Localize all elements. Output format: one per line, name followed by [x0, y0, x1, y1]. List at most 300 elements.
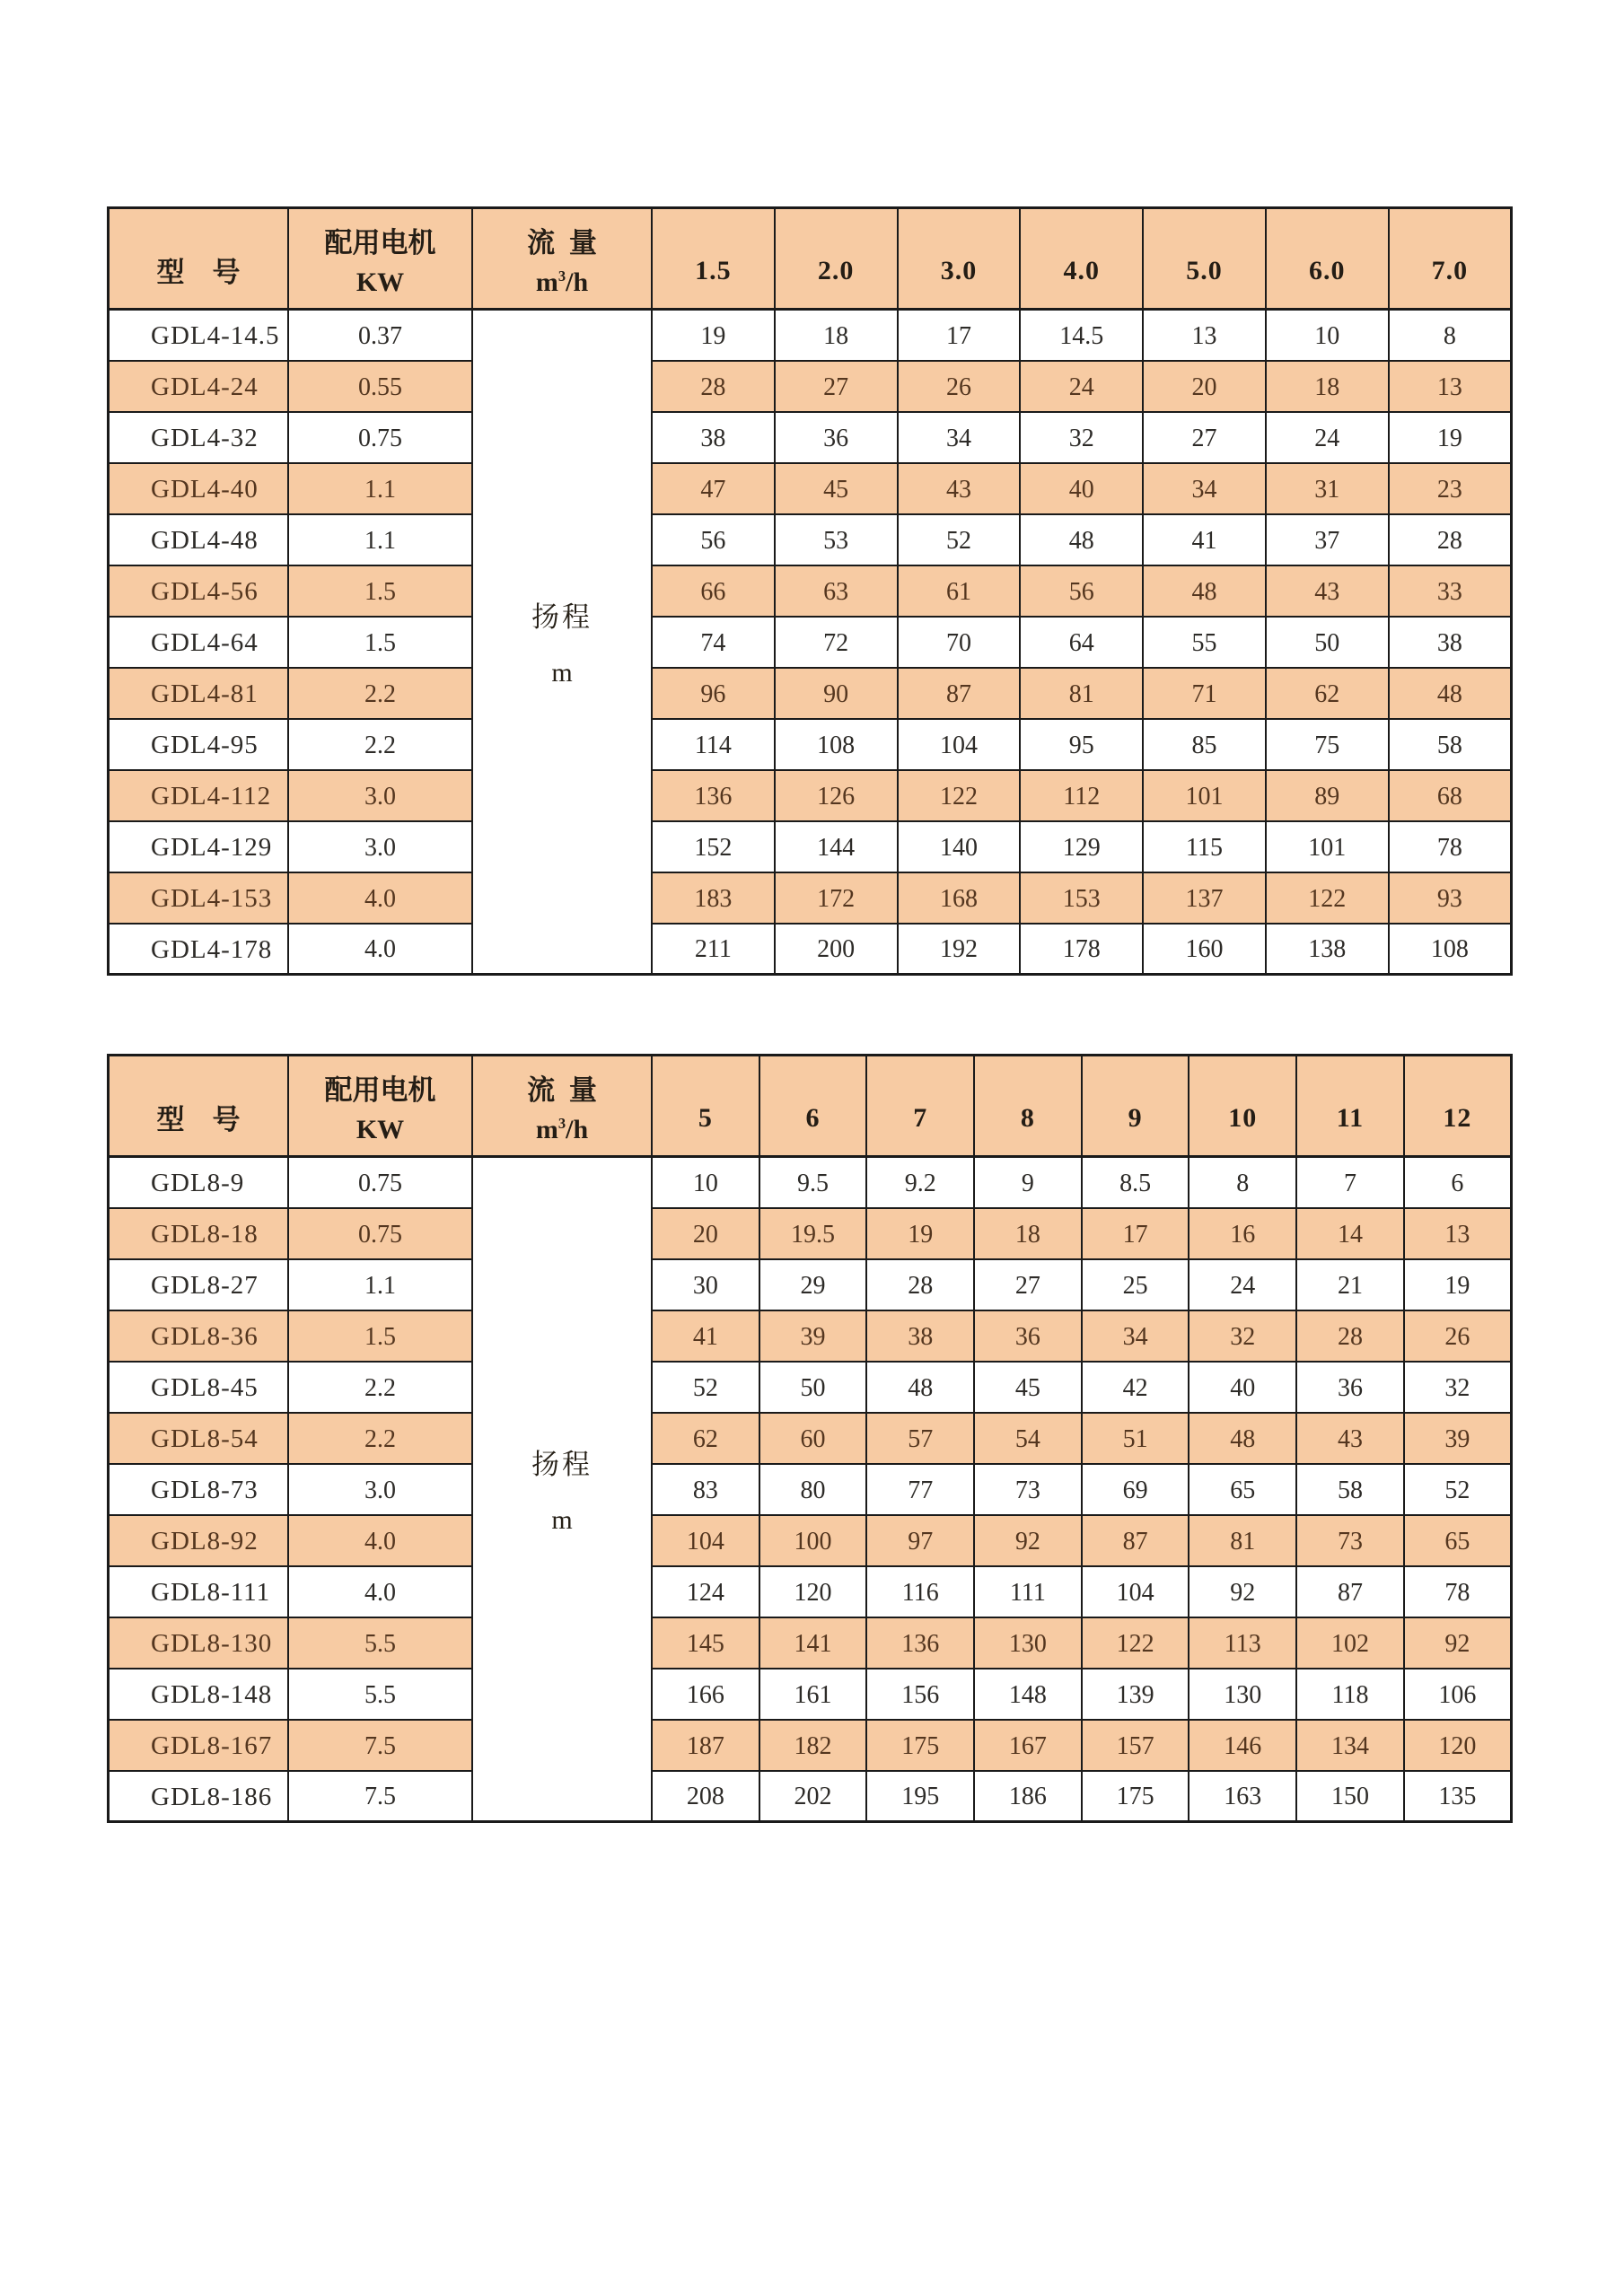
head-value-cell: 120	[759, 1566, 867, 1617]
head-value-cell: 92	[974, 1515, 1082, 1566]
motor-power-cell: 2.2	[288, 1413, 472, 1464]
head-value-cell: 34	[1082, 1310, 1189, 1362]
head-value-cell: 62	[652, 1413, 759, 1464]
table-row	[109, 668, 1512, 719]
head-value-cell: 114	[652, 719, 775, 770]
head-value-cell: 122	[1266, 872, 1389, 924]
motor-power-cell: 7.5	[288, 1771, 472, 1822]
head-value-cell: 39	[759, 1310, 867, 1362]
gdl4-table-body	[109, 310, 1512, 975]
head-value-cell: 42	[1082, 1362, 1189, 1413]
head-value-cell: 50	[1266, 617, 1389, 668]
table-row	[109, 514, 1512, 565]
head-value-cell: 58	[1389, 719, 1512, 770]
head-value-cell: 73	[974, 1464, 1082, 1515]
motor-power-cell: 1.5	[288, 617, 472, 668]
gdl8-table-body	[109, 1157, 1512, 1822]
model-cell: GDL8-54	[109, 1413, 289, 1464]
head-value-cell: 152	[652, 821, 775, 872]
head-value-cell: 63	[775, 565, 898, 617]
head-value-cell: 19	[652, 310, 775, 361]
head-value-cell: 19	[1404, 1259, 1512, 1310]
table-row	[109, 1566, 1512, 1617]
flow-header-cell	[472, 208, 652, 310]
head-value-cell: 87	[1082, 1515, 1189, 1566]
head-value-cell: 60	[759, 1413, 867, 1464]
head-value-cell: 112	[1020, 770, 1143, 821]
head-value-cell: 14	[1296, 1208, 1404, 1259]
head-value-cell: 108	[1389, 924, 1512, 975]
model-header-cell: 型 号	[109, 208, 289, 310]
head-value-cell: 21	[1296, 1259, 1404, 1310]
motor-power-cell: 5.5	[288, 1669, 472, 1720]
head-value-cell: 64	[1020, 617, 1143, 668]
head-value-cell: 136	[866, 1617, 974, 1669]
head-value-cell: 126	[775, 770, 898, 821]
head-value-cell: 85	[1143, 719, 1266, 770]
head-value-cell: 77	[866, 1464, 974, 1515]
head-value-cell: 141	[759, 1617, 867, 1669]
head-value-cell: 31	[1266, 463, 1389, 514]
table-row	[109, 1362, 1512, 1413]
head-value-cell: 52	[1404, 1464, 1512, 1515]
table-row	[109, 872, 1512, 924]
head-value-cell: 55	[1143, 617, 1266, 668]
head-value-cell: 95	[1020, 719, 1143, 770]
head-value-cell: 148	[974, 1669, 1082, 1720]
flow-unit: $m^3/h$	[535, 1114, 589, 1144]
flow-rate-header-cell: 9	[1082, 1056, 1189, 1157]
flow-rate-header-cell: 6	[759, 1056, 867, 1157]
motor-power-cell: 1.1	[288, 514, 472, 565]
model-cell: GDL4-129	[109, 821, 289, 872]
model-cell: GDL8-9	[109, 1157, 289, 1208]
head-value-cell: 100	[759, 1515, 867, 1566]
flow-header-line1: 流 量	[527, 226, 597, 259]
motor-header-line2: KW	[356, 267, 405, 297]
head-value-cell: 192	[898, 924, 1021, 975]
head-value-cell: 6	[1404, 1157, 1512, 1208]
head-value-cell: 90	[775, 668, 898, 719]
table-row	[109, 1310, 1512, 1362]
head-value-cell: 102	[1296, 1617, 1404, 1669]
head-value-cell: 36	[1296, 1362, 1404, 1413]
motor-power-header-cell	[288, 208, 472, 310]
head-value-cell: 96	[652, 668, 775, 719]
head-value-cell: 65	[1404, 1515, 1512, 1566]
model-cell: GDL8-92	[109, 1515, 289, 1566]
flow-rate-header-cell: 11	[1296, 1056, 1404, 1157]
head-value-cell: 74	[652, 617, 775, 668]
head-value-cell: 23	[1389, 463, 1512, 514]
head-value-cell: 61	[898, 565, 1021, 617]
model-cell: GDL4-48	[109, 514, 289, 565]
head-value-cell: 27	[775, 361, 898, 412]
model-cell: GDL8-73	[109, 1464, 289, 1515]
motor-power-cell: 0.75	[288, 1157, 472, 1208]
head-value-cell: 57	[866, 1413, 974, 1464]
head-value-cell: 16	[1189, 1208, 1296, 1259]
model-cell: GDL4-81	[109, 668, 289, 719]
head-value-cell: 175	[1082, 1771, 1189, 1822]
motor-power-header-cell	[288, 1056, 472, 1157]
model-cell: GDL8-130	[109, 1617, 289, 1669]
head-value-cell: 50	[759, 1362, 867, 1413]
head-value-cell: 39	[1404, 1413, 1512, 1464]
motor-power-cell: 2.2	[288, 719, 472, 770]
head-value-cell: 48	[1389, 668, 1512, 719]
motor-power-cell: 4.0	[288, 924, 472, 975]
head-value-cell: 48	[1189, 1413, 1296, 1464]
head-value-cell: 113	[1189, 1617, 1296, 1669]
motor-header-line1: 配用电机	[324, 226, 436, 259]
flow-rate-header-cell: 12	[1404, 1056, 1512, 1157]
head-value-cell: 138	[1266, 924, 1389, 975]
model-cell: GDL8-148	[109, 1669, 289, 1720]
head-value-cell: 81	[1020, 668, 1143, 719]
flow-rate-header-cell: 2.0	[775, 208, 898, 310]
head-unit-merged-cell: 扬程 m	[472, 310, 652, 975]
head-value-cell: 10	[1266, 310, 1389, 361]
head-value-cell: 7	[1296, 1157, 1404, 1208]
head-value-cell: 153	[1020, 872, 1143, 924]
head-value-cell: 211	[652, 924, 775, 975]
head-value-cell: 136	[652, 770, 775, 821]
gdl8-pump-table	[107, 1054, 1513, 1823]
model-cell: GDL8-167	[109, 1720, 289, 1771]
head-value-cell: 38	[866, 1310, 974, 1362]
header-row	[109, 208, 1512, 310]
head-value-cell: 87	[898, 668, 1021, 719]
head-value-cell: 104	[652, 1515, 759, 1566]
head-value-cell: 137	[1143, 872, 1266, 924]
model-cell: GDL8-36	[109, 1310, 289, 1362]
flow-rate-header-cell: 6.0	[1266, 208, 1389, 310]
model-cell: GDL4-14.5	[109, 310, 289, 361]
head-value-cell: 13	[1389, 361, 1512, 412]
motor-power-cell: 7.5	[288, 1720, 472, 1771]
head-value-cell: 28	[652, 361, 775, 412]
model-cell: GDL8-45	[109, 1362, 289, 1413]
head-value-cell: 18	[1266, 361, 1389, 412]
head-value-cell: 78	[1389, 821, 1512, 872]
head-value-cell: 8	[1389, 310, 1512, 361]
flow-rate-header-cell: 1.5	[652, 208, 775, 310]
model-header-cell: 型 号	[109, 1056, 289, 1157]
head-value-cell: 19.5	[759, 1208, 867, 1259]
model-cell: GDL8-18	[109, 1208, 289, 1259]
head-value-cell: 97	[866, 1515, 974, 1566]
head-value-cell: 182	[759, 1720, 867, 1771]
motor-power-cell: 1.1	[288, 463, 472, 514]
motor-power-cell: 4.0	[288, 1515, 472, 1566]
model-cell: GDL4-153	[109, 872, 289, 924]
flow-header-line1: 流 量	[527, 1074, 597, 1106]
head-value-cell: 24	[1266, 412, 1389, 463]
head-value-cell: 13	[1143, 310, 1266, 361]
head-value-cell: 8.5	[1082, 1157, 1189, 1208]
head-value-cell: 10	[652, 1157, 759, 1208]
head-value-cell: 38	[1389, 617, 1512, 668]
head-unit-merged-cell: 扬程 m	[472, 1157, 652, 1822]
head-value-cell: 13	[1404, 1208, 1512, 1259]
head-value-cell: 208	[652, 1771, 759, 1822]
head-value-cell: 68	[1389, 770, 1512, 821]
head-value-cell: 122	[1082, 1617, 1189, 1669]
head-value-cell: 106	[1404, 1669, 1512, 1720]
head-value-cell: 139	[1082, 1669, 1189, 1720]
motor-power-cell: 1.1	[288, 1259, 472, 1310]
table-row	[109, 770, 1512, 821]
flow-rate-header-cell: 4.0	[1020, 208, 1143, 310]
head-value-cell: 200	[775, 924, 898, 975]
head-value-cell: 101	[1143, 770, 1266, 821]
head-value-cell: 150	[1296, 1771, 1404, 1822]
table-row	[109, 1771, 1512, 1822]
head-value-cell: 48	[1143, 565, 1266, 617]
head-value-cell: 33	[1389, 565, 1512, 617]
head-value-cell: 17	[1082, 1208, 1189, 1259]
head-value-cell: 160	[1143, 924, 1266, 975]
head-value-cell: 26	[1404, 1310, 1512, 1362]
flow-rate-header-cell: 8	[974, 1056, 1082, 1157]
head-value-cell: 36	[775, 412, 898, 463]
head-value-cell: 75	[1266, 719, 1389, 770]
flow-unit: $m^3/h$	[535, 267, 589, 297]
gdl8-spec-table	[107, 1054, 1513, 1823]
head-value-cell: 134	[1296, 1720, 1404, 1771]
table-row	[109, 1464, 1512, 1515]
table-row	[109, 412, 1512, 463]
head-value-cell: 28	[1296, 1310, 1404, 1362]
head-value-cell: 183	[652, 872, 775, 924]
table-row	[109, 1208, 1512, 1259]
head-value-cell: 145	[652, 1617, 759, 1669]
head-value-cell: 18	[974, 1208, 1082, 1259]
flow-rate-header-cell: 5	[652, 1056, 759, 1157]
head-value-cell: 40	[1189, 1362, 1296, 1413]
head-value-cell: 45	[775, 463, 898, 514]
head-value-cell: 166	[652, 1669, 759, 1720]
head-value-cell: 115	[1143, 821, 1266, 872]
head-value-cell: 48	[1020, 514, 1143, 565]
model-cell: GDL8-111	[109, 1566, 289, 1617]
motor-power-cell: 0.75	[288, 1208, 472, 1259]
table-row	[109, 463, 1512, 514]
model-cell: GDL8-186	[109, 1771, 289, 1822]
head-value-cell: 65	[1189, 1464, 1296, 1515]
head-value-cell: 72	[775, 617, 898, 668]
head-value-cell: 41	[652, 1310, 759, 1362]
gdl4-table-header	[109, 208, 1512, 310]
head-value-cell: 52	[898, 514, 1021, 565]
motor-header-line2: KW	[356, 1114, 405, 1144]
model-cell: GDL4-24	[109, 361, 289, 412]
motor-power-cell: 5.5	[288, 1617, 472, 1669]
head-value-cell: 52	[652, 1362, 759, 1413]
table-row	[109, 1157, 1512, 1208]
flow-rate-header-cell: 5.0	[1143, 208, 1266, 310]
head-value-cell: 56	[1020, 565, 1143, 617]
model-cell: GDL4-32	[109, 412, 289, 463]
head-value-cell: 135	[1404, 1771, 1512, 1822]
model-cell: GDL8-27	[109, 1259, 289, 1310]
head-value-cell: 89	[1266, 770, 1389, 821]
motor-header-line1: 配用电机	[324, 1074, 436, 1106]
head-value-cell: 30	[652, 1259, 759, 1310]
head-value-cell: 18	[775, 310, 898, 361]
head-value-cell: 8	[1189, 1157, 1296, 1208]
flow-header-cell	[472, 1056, 652, 1157]
head-value-cell: 186	[974, 1771, 1082, 1822]
gdl8-table-header	[109, 1056, 1512, 1157]
head-value-cell: 62	[1266, 668, 1389, 719]
head-value-cell: 54	[974, 1413, 1082, 1464]
head-value-cell: 187	[652, 1720, 759, 1771]
flow-rate-header-cell: 7	[866, 1056, 974, 1157]
head-value-cell: 87	[1296, 1566, 1404, 1617]
head-value-cell: 26	[898, 361, 1021, 412]
head-value-cell: 163	[1189, 1771, 1296, 1822]
head-value-cell: 116	[866, 1566, 974, 1617]
table-row	[109, 924, 1512, 975]
head-value-cell: 92	[1404, 1617, 1512, 1669]
head-value-cell: 9.2	[866, 1157, 974, 1208]
head-value-cell: 83	[652, 1464, 759, 1515]
motor-power-cell: 3.0	[288, 821, 472, 872]
head-value-cell: 32	[1020, 412, 1143, 463]
head-value-cell: 32	[1404, 1362, 1512, 1413]
head-value-cell: 156	[866, 1669, 974, 1720]
flow-rate-header-cell: 7.0	[1389, 208, 1512, 310]
gdl4-spec-table	[107, 206, 1513, 976]
model-cell: GDL4-178	[109, 924, 289, 975]
motor-power-cell: 0.75	[288, 412, 472, 463]
head-value-cell: 108	[775, 719, 898, 770]
table-row	[109, 1617, 1512, 1669]
head-value-cell: 43	[1296, 1413, 1404, 1464]
head-value-cell: 104	[1082, 1566, 1189, 1617]
table-row	[109, 310, 1512, 361]
table-row	[109, 1720, 1512, 1771]
head-value-cell: 24	[1189, 1259, 1296, 1310]
head-value-cell: 48	[866, 1362, 974, 1413]
head-value-cell: 28	[866, 1259, 974, 1310]
head-value-cell: 43	[898, 463, 1021, 514]
head-value-cell: 101	[1266, 821, 1389, 872]
head-value-cell: 19	[1389, 412, 1512, 463]
head-value-cell: 195	[866, 1771, 974, 1822]
head-value-cell: 27	[974, 1259, 1082, 1310]
model-cell: GDL4-64	[109, 617, 289, 668]
head-value-cell: 146	[1189, 1720, 1296, 1771]
model-cell: GDL4-95	[109, 719, 289, 770]
table-row	[109, 1669, 1512, 1720]
head-value-cell: 124	[652, 1566, 759, 1617]
head-value-cell: 14.5	[1020, 310, 1143, 361]
motor-power-cell: 1.5	[288, 565, 472, 617]
head-value-cell: 73	[1296, 1515, 1404, 1566]
table-row	[109, 361, 1512, 412]
motor-power-cell: 0.37	[288, 310, 472, 361]
head-value-cell: 32	[1189, 1310, 1296, 1362]
motor-power-cell: 2.2	[288, 1362, 472, 1413]
motor-power-cell: 0.55	[288, 361, 472, 412]
flow-rate-header-cell: 3.0	[898, 208, 1021, 310]
head-value-cell: 27	[1143, 412, 1266, 463]
table-row	[109, 719, 1512, 770]
table-row	[109, 565, 1512, 617]
head-value-cell: 66	[652, 565, 775, 617]
head-value-cell: 129	[1020, 821, 1143, 872]
head-value-cell: 178	[1020, 924, 1143, 975]
table-row	[109, 1259, 1512, 1310]
motor-power-cell: 3.0	[288, 1464, 472, 1515]
head-value-cell: 140	[898, 821, 1021, 872]
head-value-cell: 9.5	[759, 1157, 867, 1208]
head-value-cell: 81	[1189, 1515, 1296, 1566]
table-row	[109, 1515, 1512, 1566]
head-value-cell: 78	[1404, 1566, 1512, 1617]
head-value-cell: 104	[898, 719, 1021, 770]
model-cell: GDL4-112	[109, 770, 289, 821]
head-value-cell: 36	[974, 1310, 1082, 1362]
head-value-cell: 71	[1143, 668, 1266, 719]
head-value-cell: 51	[1082, 1413, 1189, 1464]
head-value-cell: 40	[1020, 463, 1143, 514]
head-value-cell: 175	[866, 1720, 974, 1771]
head-value-cell: 29	[759, 1259, 867, 1310]
motor-power-cell: 4.0	[288, 1566, 472, 1617]
gdl4-pump-table	[107, 206, 1513, 976]
head-value-cell: 130	[1189, 1669, 1296, 1720]
head-value-cell: 80	[759, 1464, 867, 1515]
head-value-cell: 19	[866, 1208, 974, 1259]
table-row	[109, 821, 1512, 872]
model-cell: GDL4-40	[109, 463, 289, 514]
head-value-cell: 20	[652, 1208, 759, 1259]
head-value-cell: 37	[1266, 514, 1389, 565]
head-value-cell: 202	[759, 1771, 867, 1822]
head-value-cell: 53	[775, 514, 898, 565]
head-value-cell: 92	[1189, 1566, 1296, 1617]
head-value-cell: 47	[652, 463, 775, 514]
head-value-cell: 122	[898, 770, 1021, 821]
head-value-cell: 130	[974, 1617, 1082, 1669]
header-row	[109, 1056, 1512, 1157]
head-value-cell: 20	[1143, 361, 1266, 412]
head-value-cell: 111	[974, 1566, 1082, 1617]
head-value-cell: 38	[652, 412, 775, 463]
motor-power-cell: 2.2	[288, 668, 472, 719]
head-value-cell: 34	[898, 412, 1021, 463]
head-value-cell: 17	[898, 310, 1021, 361]
head-value-cell: 120	[1404, 1720, 1512, 1771]
head-value-cell: 70	[898, 617, 1021, 668]
head-value-cell: 167	[974, 1720, 1082, 1771]
flow-rate-header-cell: 10	[1189, 1056, 1296, 1157]
head-value-cell: 168	[898, 872, 1021, 924]
motor-power-cell: 3.0	[288, 770, 472, 821]
head-value-cell: 93	[1389, 872, 1512, 924]
head-value-cell: 43	[1266, 565, 1389, 617]
head-value-cell: 172	[775, 872, 898, 924]
motor-power-cell: 1.5	[288, 1310, 472, 1362]
head-value-cell: 118	[1296, 1669, 1404, 1720]
head-value-cell: 157	[1082, 1720, 1189, 1771]
head-value-cell: 58	[1296, 1464, 1404, 1515]
head-value-cell: 34	[1143, 463, 1266, 514]
